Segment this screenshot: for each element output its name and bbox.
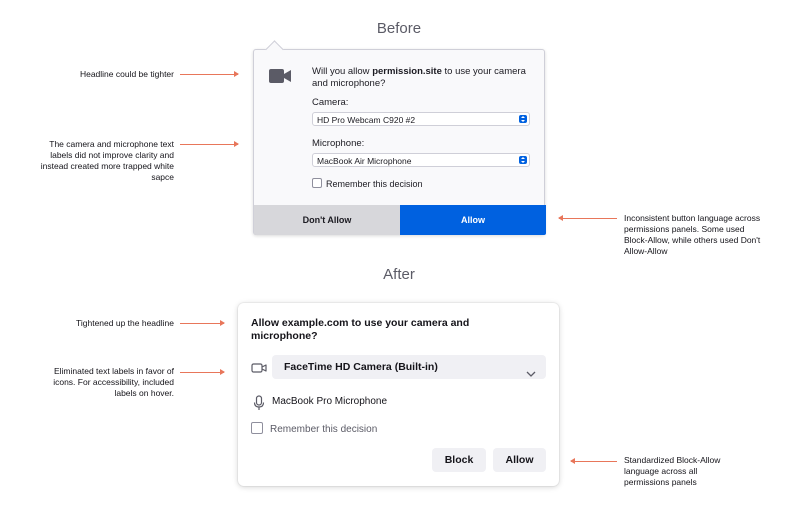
chevron-down-icon	[526, 363, 536, 387]
camera-select[interactable]	[272, 355, 546, 379]
camera-icon	[251, 361, 267, 379]
annotation-standardized: Standardized Block-Allow language across all permissions panels	[624, 455, 721, 487]
remember-checkbox[interactable]	[251, 422, 377, 435]
camera-icon	[268, 66, 292, 91]
annotation-inconsistent-buttons: Inconsistent button language across permissions panels. Some used Block-Allow, while others used Don't Allow-Allow	[624, 213, 761, 256]
annotation-arrow	[571, 461, 617, 462]
remember-label: Remember this decision	[270, 424, 378, 435]
allow-button[interactable]: Allow	[493, 448, 546, 472]
block-button[interactable]: Block	[432, 448, 486, 472]
headline-suffix: to use your camera and microphone?	[312, 66, 526, 89]
annotation-arrow	[180, 74, 238, 75]
after-permission-panel	[238, 303, 559, 486]
annotation-arrow	[559, 218, 617, 219]
after-headline: Allow example.com to use your camera and microphone?	[251, 317, 470, 342]
annotation-text-labels: The camera and microphone text labels did not improve clarity and instead created more trapped white sapce	[40, 139, 174, 182]
headline-prefix: Will you allow	[312, 66, 373, 77]
annotation-arrow	[180, 144, 238, 145]
after-section-title: After	[383, 266, 415, 283]
camera-select-value: FaceTime HD Camera (Built-in)	[284, 361, 438, 373]
microphone-select[interactable]	[312, 153, 530, 167]
camera-select-value: HD Pro Webcam C920 #2	[317, 115, 416, 125]
annotation-arrow	[180, 372, 224, 373]
annotation-eliminated-labels: Eliminated text labels in favor of icons. For accessibility, included labels on hover.	[53, 366, 174, 398]
dont-allow-button[interactable]: Don't Allow	[254, 205, 400, 235]
stepper-icon	[519, 156, 527, 164]
headline-site: permission.site	[372, 66, 442, 77]
microphone-label: Microphone:	[312, 138, 365, 149]
microphone-icon	[253, 395, 265, 416]
microphone-select-value: MacBook Air Microphone	[317, 156, 412, 166]
camera-select[interactable]	[312, 112, 530, 126]
checkbox-icon[interactable]	[251, 422, 263, 434]
remember-label: Remember this decision	[326, 179, 423, 189]
annotation-tightened-headline: Tightened up the headline	[76, 318, 174, 328]
annotation-headline-tighter: Headline could be tighter	[79, 69, 174, 79]
before-section-title: Before	[376, 20, 422, 37]
panel-anchor-notch	[265, 40, 283, 58]
allow-button[interactable]: Allow	[400, 205, 546, 235]
camera-label: Camera:	[312, 97, 349, 108]
annotation-arrow	[180, 323, 224, 324]
remember-checkbox[interactable]	[312, 178, 423, 189]
stepper-icon	[519, 115, 527, 123]
checkbox-icon[interactable]	[312, 178, 322, 188]
before-permission-panel	[253, 49, 545, 235]
before-headline	[312, 66, 532, 90]
microphone-label: MacBook Pro Microphone	[272, 396, 388, 407]
